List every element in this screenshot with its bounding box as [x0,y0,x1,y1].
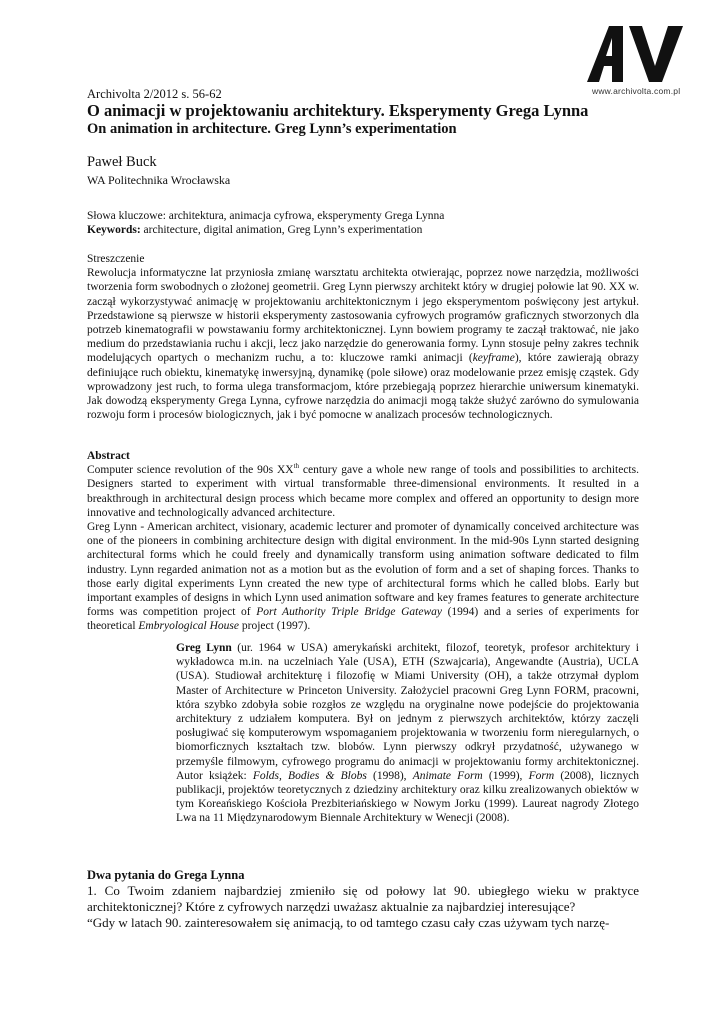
streszczenie-paragraph [87,266,639,422]
abstract-text-2-end: project (1997). [239,620,311,633]
bio-text-1: (ur. 1964 w USA) amerykański architekt, filozof, teoretyk, profesor architektury i wykładowca m.in. na uczelniach Yale (USA), ETH (Szwajcaria), Angewandte (Austria), UCLA (USA). Studiował architekturę i filozofię w Miami University (OH), a także otrzymał dyplom Master of Architecture w Princeton University. Założyciel pracowni Greg Lynn FORM, pracowni, która szybko zdobyła sobie rozgłos ze względu na oryginalne nowe podejście do projektowania architektury z udziałem komputera. Był on jednym z pierwszych architektów, którzy zaczęli posługiwać się komputerowym wspomaganiem projektowania w tworzeniu form nieregularnych, o biomorficznych kształtach tzw. blobów. Lynn pierwszy odkrył przydatność, używanego w przemyśle filmowym, cyfrowego programu do animacji w projektowaniu formy architektonicznej. Autor książek: [176,642,639,782]
abstract-heading [87,449,639,463]
archivolta-logo [585,24,685,88]
answer-1-start: “Gdy w latach 90. zainteresowałem się animacją, to od tamtego czasu cały czas używam tych narzę- [87,915,610,930]
abstract-project-title-2: Embryological House [138,620,240,633]
abstract-text-1b: century gave a whole new range of tools and possibilities to architects. Designers started to experiment with virtual transformable three-dimensional environments. It resulted in a breakthrough in architectural design process which became more complex and offered an opportunity to design more innovative and technologically advanced architecture. [87,464,639,519]
abstract-text-2: Greg Lynn - American architect, visionary, academic lecturer and promoter of dynamically conceived architecture was one of the pioneers in combining architecture design with digital environment. In the mid-90s Lynn started designing architectural forms which he could freely and dynamically transform using animation software dedicated to film industry. Lynn regarded animation not as a motion but as the evolution of form and a set of shaping forces. Thanks to those early digital experiments Lynn created the new type of architectural forms which he called blobs. Early but important examples of designs in which Lynn used animation software and key frames features to generate architecture forms was competition project of [87,521,639,619]
bio-text-3: (1999), [482,769,529,782]
title-english: On animation in architecture. Greg Lynn’s experimentation [87,121,457,137]
abstract-text-2-mid: (1994) and a series of experiments for theoretical [87,606,639,633]
abstract-section [87,449,639,634]
journal-meta: Archivolta 2/2012 s. 56-62 [87,87,222,101]
questions-body [87,883,639,931]
author-affiliation: WA Politechnika Wrocławska [87,173,231,187]
av-logo-mark [585,24,685,84]
keywords-english-text: architecture, digital animation, Greg Lynn’s experimentation [140,224,423,236]
bio-text-2: (1998), [366,769,413,782]
streszczenie-keyframe-term: keyframe [472,352,515,365]
abstract-superscript: th [293,462,300,471]
keywords-label: Keywords: [87,224,141,236]
streszczenie-text-2: ), które zawierają obrazy definiujące ruch obiektu, kinematykę inwersyjną, dynamikę (pole siłowe) oraz modelowanie przez emisję cząstek. Gdy wprowadzony jest ruch, to forma ulega transformacjom, które przebiegają poprzez hierarchie uniwersum kinematyki. Jak dowodzą eksperymenty Grega Lynna, cyfrowe narzędzia do animacji mogą także służyć zarówno do symulowania rozwoju form i procesów biologicznych, jak i być pomocne w analizach procesów technologicznych. [87,352,639,422]
bio-name: Greg Lynn [176,642,232,654]
bio-book-1: Folds, Bodies & Blobs [252,769,367,782]
questions-heading: Dwa pytania do Grega Lynna [87,868,245,882]
abstract-text-1a: Computer science revolution of the 90s XX [87,464,294,477]
streszczenie-text-1: Rewolucja informatyczne lat przyniosła zmianę warsztatu architekta otwierając, poprzez nowe narzędzia, możliwości tworzenia form swobodnych o złożonej geometrii. Greg Lynn pierwszy architekt który w drugiej połowie lat 90. XX w. zaczął wykorzystywać animację w projektowaniu architektonicznym i jego eksperymentom poświęcony jest artykuł. Przedstawione są pierwsze w historii eksperymenty zastosowania cyfrowych programów graficznych stworzonych dla potrzeb kinematografii w powstawaniu formy architektonicznej. Lynn bowiem programy te zaczął traktować, nie jako medium do przedstawiania ruchu i akcji, lecz jako narzędzie do generowania formy. Lynn stosuje pełny zakres technik modelujących opartych o mechanizm ruchu, a to: kluczowe ramki animacji ( [87,267,639,365]
keywords-polish: Słowa kluczowe: architektura, animacja cyfrowa, eksperymenty Grega Lynna [87,210,445,222]
bio-text-4: (2008), licznych publikacji, projektów teoretycznych z dziedziny architektury oraz kilku zrealizowanych obiektów w tym Koreańskiego Kościoła Prezbiteriańskiego w Nowym Jorku (1999). Laureat nagrody Złotego Lwa na 11 Międzynarodowym Biennale Architektury w Wenecji (2008). [176,769,639,825]
keywords-english [87,223,639,237]
keywords-block [87,209,639,237]
streszczenie-heading: Streszczenie [87,253,145,265]
abstract-paragraph-1 [87,463,639,520]
question-1: 1. Co Twoim zdaniem najbardziej zmieniło się od połowy lat 90. ubiegłego wieku w praktyce architektonicznej? Które z cyfrowych narzędzi uważasz aktualnie za najbardziej interesujące? [87,883,639,914]
bio-book-3: Form [528,769,555,782]
title-polish: O animacji w projektowaniu architektury. Eksperymenty Grega Lynna [87,101,589,120]
author-name: Paweł Buck [87,154,157,170]
streszczenie-section [87,252,639,422]
abstract-heading-text: Abstract [87,450,130,462]
bio-book-2: Animate Form [412,769,483,782]
bio-paragraph [176,641,639,826]
abstract-project-title-1: Port Authority Triple Bridge Gateway [256,606,442,619]
abstract-paragraph-2 [87,520,639,634]
logo-url[interactable]: www.archivolta.com.pl [592,86,681,96]
greg-lynn-bio [176,641,639,826]
